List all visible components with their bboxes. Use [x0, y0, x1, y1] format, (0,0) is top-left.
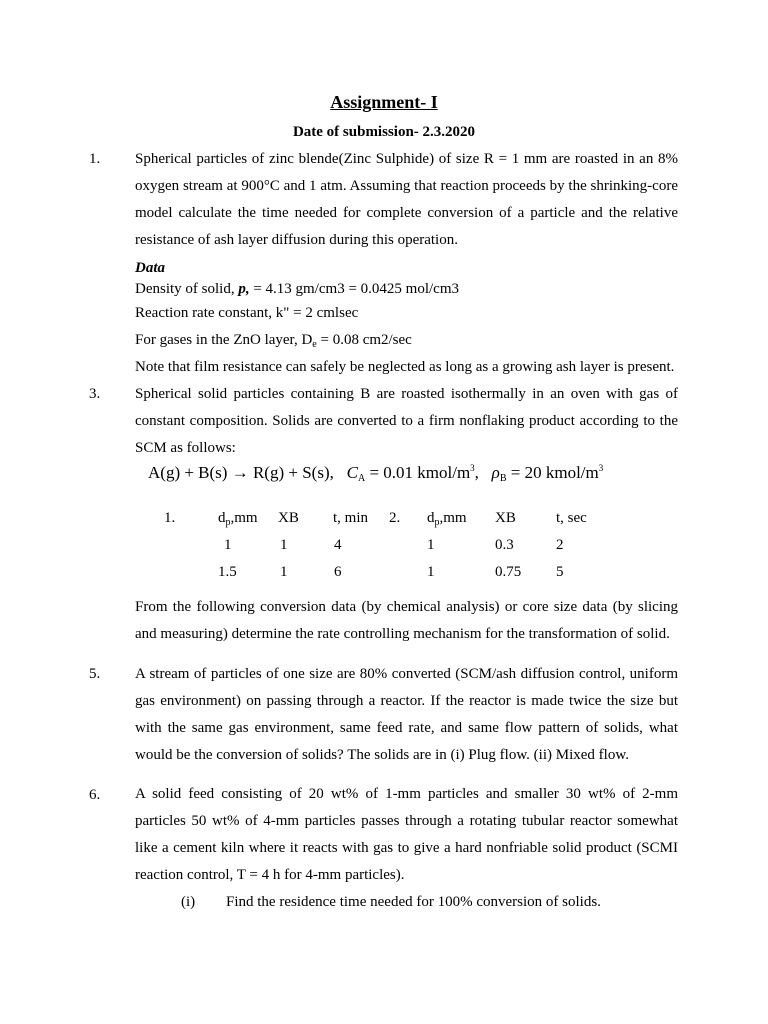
- density-prefix: Density of solid,: [135, 281, 239, 297]
- diffusivity-line: [135, 332, 412, 350]
- density-line: [135, 281, 459, 298]
- rho-value: = 20 kmol/m: [506, 463, 599, 482]
- page-title: Assignment- I: [330, 92, 438, 112]
- sub-question-text: Find the residence time needed for 100% conversion of solids.: [226, 894, 601, 910]
- table-2-cell: 1: [427, 537, 435, 553]
- ca-exponent: 3: [470, 463, 475, 473]
- question-number: 1.: [89, 151, 101, 167]
- question-1-text: Spherical particles of zinc blende(Zinc Sulphide) of size R = 1 mm are roasted in an 8% oxygen stream at 900°C and 1 atm. Assuming that reaction proceeds by the shrinking-core model calculate the time needed for complete conversion of a particle and the relative resistance of ash layer diffusion during this operation.: [135, 151, 678, 248]
- question-3-text: Spherical solid particles containing B are roasted isothermally in an oven with gas of constant composition. Solids are converted to a firm nonflaking product according to the SCM as follows:: [135, 386, 678, 456]
- data-heading: Data: [135, 260, 165, 276]
- table-2-cell: 0.3: [495, 537, 514, 553]
- table-2-header-t: t, sec: [556, 510, 587, 526]
- table-1-header-t: t, min: [333, 510, 369, 526]
- question-6-text: A solid feed consisting of 20 wt% of 1-mm particles and smaller 30 wt% of 2-mm particles 50 wt% of 4-mm particles passes through a rotating tubular reactor somewhat like a cement kiln where it reacts with gas to give a hard nonfriable solid product (SCMI reaction control, T = 4 h for 4-mm particles).: [135, 786, 678, 883]
- rho-subscript: B: [499, 473, 507, 484]
- density-symbol: p,: [238, 281, 250, 297]
- table-1-header-xb: XB: [278, 510, 299, 526]
- reaction-equation: [148, 463, 603, 484]
- ca-value: = 0.01 kmol/m: [365, 463, 471, 482]
- question-number: 3.: [89, 386, 101, 402]
- table-2-label: 2.: [389, 510, 401, 526]
- dp-subscript: p: [225, 517, 231, 528]
- submission-date: Date of submission- 2.3.2020: [292, 124, 476, 140]
- table-2-header-dp: [427, 510, 467, 528]
- question-5-text: A stream of particles of one size are 80% converted (SCM/ash diffusion control, uniform gas environment) on passing through a reactor. If the reactor is made twice the size but with the same gas environment, same feed rate, and same flow pattern of solids, what would be the conversion of solids? The solids are in (i) Plug flow. (ii) Mixed flow.: [135, 666, 678, 763]
- table-1-cell: 1: [224, 537, 232, 553]
- table-2-cell: 1: [427, 564, 435, 580]
- table-1-label: 1.: [164, 510, 176, 526]
- table-2-cell: 0.75: [495, 564, 522, 580]
- diffusivity-value: = 0.08 cm2/sec: [316, 332, 412, 348]
- diffusivity-prefix: For gases in the ZnO layer, D: [135, 332, 313, 348]
- dp-unit: ,mm: [439, 510, 467, 526]
- question-number: 6.: [89, 787, 101, 803]
- rho-symbol: ρ: [491, 463, 500, 482]
- rate-constant-line: Reaction rate constant, k" = 2 cmlsec: [135, 305, 359, 321]
- table-1-cell: 1: [280, 537, 288, 553]
- table-2-cell: 5: [556, 564, 564, 580]
- diffusivity-subscript: e: [312, 339, 317, 350]
- question-number: 5.: [89, 666, 101, 682]
- table-1-cell: 1.5: [218, 564, 237, 580]
- dp-subscript: p: [434, 517, 440, 528]
- rho-exponent: 3: [598, 463, 604, 473]
- table-1-header-dp: [218, 510, 258, 528]
- note-line: Note that film resistance can safely be neglected as long as a growing ash layer is present.: [135, 359, 675, 375]
- dp-unit: ,mm: [230, 510, 258, 526]
- density-value: = 4.13 gm/cm3 = 0.0425 mol/cm3: [249, 281, 460, 297]
- dp-symbol: d: [218, 510, 226, 526]
- table-1-cell: 1: [280, 564, 288, 580]
- dp-symbol: d: [427, 510, 435, 526]
- table-1-cell: 4: [334, 537, 342, 553]
- table-2-header-xb: XB: [495, 510, 516, 526]
- reaction-text: A(g) + B(s) → R(g) + S(s),: [148, 463, 334, 482]
- ca-tail: ,: [474, 463, 479, 482]
- question-3-follow-text: From the following conversion data (by chemical analysis) or core size data (by slicing and measuring) determine the rate controlling mechanism for the transformation of solid.: [135, 599, 678, 642]
- sub-question-label: (i): [181, 894, 196, 910]
- ca-symbol: C: [346, 463, 358, 482]
- ca-subscript: A: [357, 473, 366, 484]
- table-2-cell: 2: [556, 537, 564, 553]
- table-1-cell: 6: [334, 564, 342, 580]
